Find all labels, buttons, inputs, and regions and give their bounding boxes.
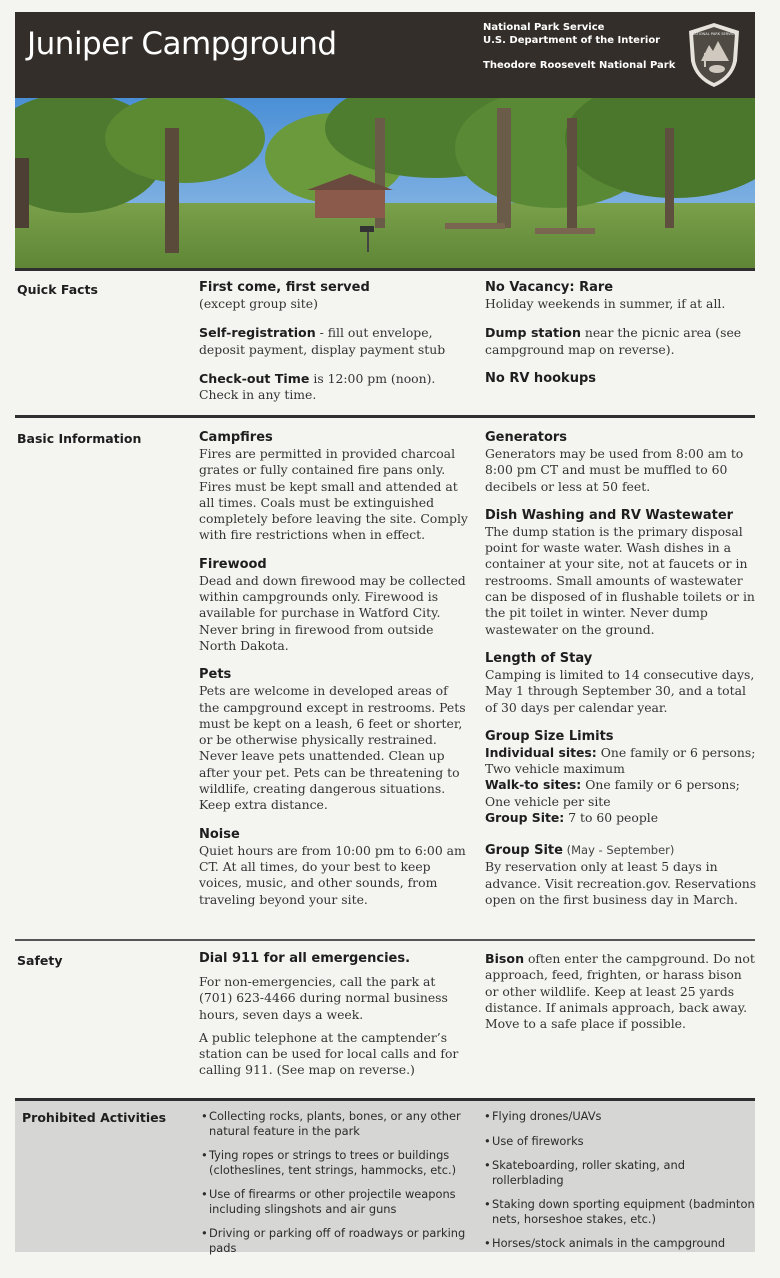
group-size-limits-heading: Group Size Limits: [485, 728, 614, 744]
prohibited-top-rule: [15, 1098, 755, 1101]
prohibited-activities-panel: [15, 1098, 755, 1255]
quick-facts-left-column: [199, 280, 471, 416]
list-item: •Driving or parking off of roadways or parking pads: [201, 1226, 466, 1255]
firewood-text: Dead and down firewood may be collected within campgrounds only. Firewood is available for purchase in Watford City. Never bring in firewood from outside North Dakota.: [199, 572, 466, 653]
firewood-heading: Firewood: [199, 556, 267, 572]
non-emergency-text: For non-emergencies, call the park at (701) 623-4466 during normal business hours, seven days a week.: [199, 974, 448, 1022]
walk-to-sites-text: One family or 6 persons; One vehicle per site: [485, 777, 740, 809]
public-telephone-text: A public telephone at the camptender’s station can be used for local calls and for calling 911. (See map on reverse.): [199, 1029, 459, 1078]
safety-right-column: [485, 951, 757, 1032]
walk-to-sites-label: Walk-to sites:: [485, 777, 582, 793]
noise-heading: Noise: [199, 826, 240, 842]
safety-top-rule: [15, 939, 755, 941]
length-of-stay-text: Camping is limited to 14 consecutive days, May 1 through September 30, and a total of 30 days per calendar year.: [485, 666, 755, 715]
agency-line-2: U.S. Department of the Interior: [483, 35, 661, 46]
basic-info-top-rule: [15, 415, 755, 418]
pets-text: Pets are welcome in developed areas of the campground except in restrooms. Pets must be kept on a leash, 6 feet or shorter, or be otherwise physically restrained. Never leave pets unattended. Clean up after your pet. Pets can be threatening to wildlife, creating dangerous situations. Keep extra distance.: [199, 683, 466, 813]
list-item: •Horses/stock animals in the campground: [484, 1236, 726, 1250]
dish-washing-heading: Dish Washing and RV Wastewater: [485, 507, 734, 523]
dump-station-text: near the picnic area (see campground map on reverse).: [485, 325, 742, 357]
list-item: •Tying ropes or strings to trees or buildings (clotheslines, tent strings, hammocks, etc.): [201, 1148, 457, 1177]
no-vacancy-heading: No Vacancy: Rare: [485, 280, 614, 295]
checkout-text: is 12:00 pm (noon). Check in any time.: [199, 370, 436, 403]
quick-facts-label: Quick Facts: [17, 282, 98, 297]
dish-washing-text: The dump station is the primary disposal point for waste water. Wash dishes in a container at your site, not at faucets or in restrooms. Small amounts of wastewater can be disposed of in flushable toilets or in the pit toilet in winter. Never dump wastewater on the ground.: [485, 523, 755, 637]
no-rv-hookups-heading: No RV hookups: [485, 370, 596, 386]
pets-heading: Pets: [199, 667, 232, 683]
campground-photo: [15, 98, 755, 268]
group-site-season: (May - September): [562, 843, 675, 858]
group-site-text: By reservation only at least 5 days in advance. Visit recreation.gov. Reservations open on the first business day in March.: [485, 859, 757, 907]
individual-sites-label: Individual sites:: [485, 744, 597, 760]
bison-text: often enter the campground. Do not approach, feed, frighten, or harass bison or other wildlife. Keep at least 25 yards distance. If animals approach, back away. Move to a safe place if possible.: [485, 951, 755, 1032]
generators-heading: Generators: [485, 430, 568, 445]
generators-text: Generators may be used from 8:00 am to 8:00 pm CT and must be muffled to 60 decibels or less at 50 feet.: [485, 446, 744, 494]
quick-facts-right-column: [485, 280, 757, 400]
list-item: •Flying drones/UAVs: [484, 1109, 602, 1123]
group-site-limit-label: Group Site:: [485, 810, 565, 826]
park-name: Theodore Roosevelt National Park: [483, 60, 676, 71]
safety-left-column: [199, 951, 471, 1092]
list-item: •Use of firearms or other projectile weapons including slingshots and air guns: [201, 1187, 456, 1216]
bison-heading: Bison: [485, 951, 525, 966]
individual-sites-text: One family or 6 persons; Two vehicle maximum: [485, 744, 756, 777]
prohibited-label: Prohibited Activities: [22, 1110, 167, 1125]
dump-station-heading: Dump station: [485, 325, 581, 341]
prohibited-left-list: [201, 1109, 473, 1265]
list-item: •Staking down sporting equipment (badminton nets, horseshoe stakes, etc.): [484, 1197, 755, 1226]
agency-block: [483, 21, 660, 47]
agency-line-1: National Park Service: [483, 22, 605, 33]
checkout-heading: Check-out Time: [199, 370, 310, 386]
self-registration-text: - fill out envelope, deposit payment, display payment stub: [199, 325, 446, 357]
first-come-text: (except group site): [199, 296, 318, 311]
list-item: •Skateboarding, roller skating, and rollerblading: [484, 1158, 685, 1187]
no-vacancy-text: Holiday weekends in summer, if at all.: [485, 296, 726, 311]
campfires-text: Fires are permitted in provided charcoal grates or fully contained fire pans only. Fires must be kept small and attended at all times. Coals must be extinguished completely before leaving the site. Comply with fire restrictions when in effect.: [199, 446, 468, 543]
logo-text: NATIONAL PARK SERVICE: [691, 32, 737, 36]
basic-info-left-column: [199, 430, 471, 921]
list-item: •Collecting rocks, plants, bones, or any other natural feature in the park: [201, 1109, 461, 1138]
self-registration-heading: Self-registration: [199, 325, 316, 341]
campfires-heading: Campfires: [199, 430, 273, 445]
prohibited-right-list: [484, 1109, 756, 1261]
header-banner: [15, 12, 755, 98]
nps-arrowhead-logo-icon: [683, 21, 745, 89]
noise-text: Quiet hours are from 10:00 pm to 6:00 am CT. At all times, do your best to keep voices, music, and other sounds, from traveling beyond your site.: [199, 842, 466, 907]
basic-info-right-column: [485, 430, 757, 921]
length-of-stay-heading: Length of Stay: [485, 650, 593, 666]
list-item: •Use of fireworks: [484, 1133, 584, 1148]
first-come-heading: First come, first served: [199, 280, 370, 295]
dial-911-heading: Dial 911 for all emergencies.: [199, 951, 411, 966]
quick-facts-top-rule: [15, 268, 755, 271]
group-site-heading: Group Site: [485, 843, 563, 859]
page-title: Juniper Campground: [27, 26, 337, 62]
safety-label: Safety: [17, 953, 63, 968]
basic-info-label: Basic Information: [17, 431, 142, 446]
group-site-limit-text: 7 to 60 people: [564, 810, 659, 826]
